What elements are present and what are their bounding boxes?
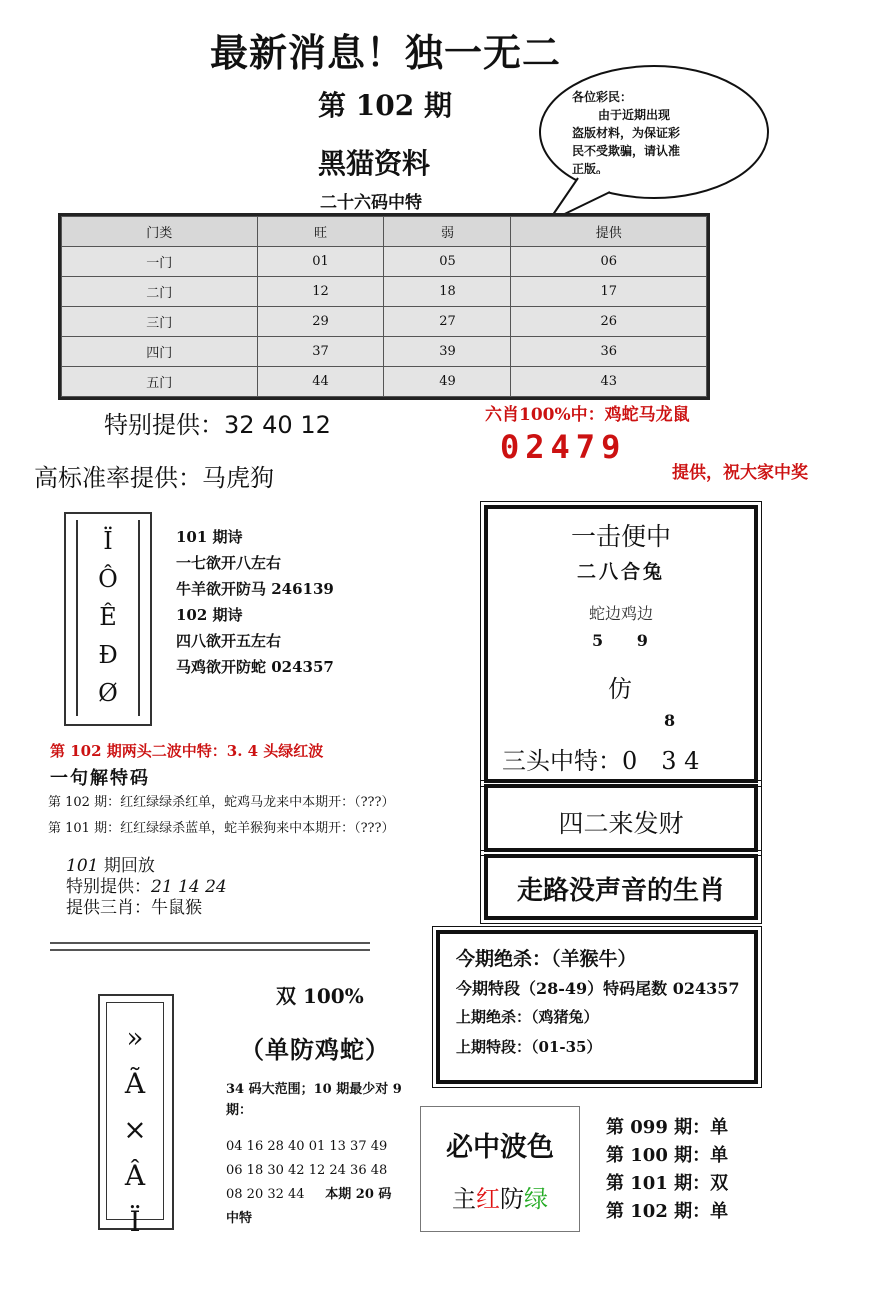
table-cell: 18 bbox=[384, 277, 511, 307]
double-label: 双 100% bbox=[276, 984, 364, 1008]
number-row: 08 20 32 44 bbox=[226, 1187, 305, 1202]
column-header: 门类 bbox=[62, 217, 258, 247]
gate-table bbox=[58, 213, 710, 400]
number-note: 本期 20 码 bbox=[325, 1187, 392, 1202]
one-phrase-title: 一句解特码 bbox=[50, 768, 150, 789]
review-special-label: 特别提供： bbox=[66, 877, 151, 897]
table-cell: 二门 bbox=[62, 277, 258, 307]
subtitle: 二十六码中特 bbox=[320, 193, 422, 213]
notice-line: 民不受欺骗，请认准 bbox=[572, 144, 681, 158]
decorative-panel bbox=[64, 512, 152, 726]
review-special-nums: 21 14 24 bbox=[151, 877, 227, 897]
deco-glyph: Ø bbox=[98, 679, 118, 707]
wish-text: 提供，祝大家中奖 bbox=[672, 463, 808, 483]
phrase-101: 第 101 期：红红绿绿杀蓝单，蛇羊猴狗来中本期开：（???） bbox=[48, 821, 395, 836]
table-row bbox=[62, 247, 707, 277]
one-hit-box bbox=[484, 505, 758, 783]
notice-line: 各位彩民： bbox=[572, 90, 633, 104]
poem-line: 马鸡欲开防蛇 024357 bbox=[176, 658, 334, 676]
list-item: 第 102 期：单 bbox=[606, 1201, 729, 1222]
table-cell: 26 bbox=[511, 307, 707, 337]
poem-title: 101 期诗 bbox=[176, 528, 243, 546]
table-row bbox=[62, 337, 707, 367]
table-cell: 06 bbox=[511, 247, 707, 277]
box-hint: 蛇边鸡边 bbox=[588, 604, 653, 623]
number-list bbox=[226, 1135, 391, 1231]
notice-line: 由于近期出现 bbox=[598, 108, 671, 122]
table-row bbox=[62, 307, 707, 337]
table-cell: 37 bbox=[257, 337, 384, 367]
phrase-102: 第 102 期：红红绿绿杀红单，蛇鸡马龙来中本期开：（???） bbox=[48, 795, 395, 810]
table-cell: 27 bbox=[384, 307, 511, 337]
deco-glyph: Ð bbox=[98, 641, 118, 669]
deco-glyph: Ô bbox=[98, 565, 118, 593]
green-label: 绿 bbox=[524, 1185, 548, 1213]
headline: 最新消息！独一无二 bbox=[210, 30, 562, 75]
notice-line: 盗版材料，为保证彩 bbox=[572, 126, 681, 140]
column-header: 弱 bbox=[384, 217, 511, 247]
review-title: 期回放 bbox=[98, 856, 155, 876]
range-label: 34 码大范围；10 期最少对 9 期： bbox=[226, 1082, 402, 1118]
deco-glyph: Ã bbox=[124, 1067, 146, 1100]
column-header: 旺 bbox=[257, 217, 384, 247]
kill-box bbox=[436, 930, 758, 1084]
six-zodiac: 六肖100%中：鸡蛇马龙鼠 bbox=[485, 405, 690, 425]
box-title: 一击便中 bbox=[570, 522, 671, 551]
segment-previous: 上期特段：（01-35） bbox=[456, 1038, 602, 1056]
table-row bbox=[62, 367, 707, 397]
table-cell: 39 bbox=[384, 337, 511, 367]
list-item: 第 099 期：单 bbox=[606, 1117, 729, 1138]
table-cell: 01 bbox=[257, 247, 384, 277]
table-cell: 五门 bbox=[62, 367, 258, 397]
wave-color-title: 必中波色 bbox=[446, 1132, 554, 1163]
table-cell: 29 bbox=[257, 307, 384, 337]
deco-glyph: Ï bbox=[103, 527, 113, 555]
review-101 bbox=[66, 856, 227, 919]
wave-prediction: 第 102 期两头二波中特：3. 4 头绿红波 bbox=[50, 742, 324, 760]
column-header: 提供 bbox=[511, 217, 707, 247]
number-row: 06 18 30 42 12 24 36 48 bbox=[226, 1163, 388, 1178]
table-cell: 一门 bbox=[62, 247, 258, 277]
box-number: 8 bbox=[664, 711, 676, 730]
box-numbers: 5 9 bbox=[592, 631, 648, 650]
table-cell: 49 bbox=[384, 367, 511, 397]
big-number: 02479 bbox=[500, 428, 627, 466]
poems bbox=[176, 524, 334, 680]
red-label: 红 bbox=[476, 1185, 500, 1213]
box-subtitle: 二八合兔 bbox=[576, 561, 665, 583]
review-three-zodiac: 提供三肖：牛鼠猴 bbox=[66, 898, 202, 918]
source-title: 黑猫资料 bbox=[318, 147, 431, 180]
deco-glyph: » bbox=[126, 1021, 144, 1054]
guard-label: （单防鸡蛇） bbox=[240, 1035, 390, 1064]
special-offer: 特别提供：32 40 12 bbox=[104, 411, 331, 439]
table-cell: 36 bbox=[511, 337, 707, 367]
number-row: 04 16 28 40 01 13 37 49 bbox=[226, 1139, 388, 1154]
decorative-panel bbox=[98, 994, 174, 1238]
table-cell: 44 bbox=[257, 367, 384, 397]
fortune-text: 四二来发财 bbox=[558, 809, 684, 838]
review-issue: 101 bbox=[66, 856, 99, 876]
segment-current: 今期特段（28-49）特码尾数 024357 bbox=[456, 979, 740, 998]
table-row bbox=[62, 277, 707, 307]
divider bbox=[50, 942, 370, 951]
poem-title: 102 期诗 bbox=[176, 606, 243, 624]
three-heads: 三头中特：0 3 4 bbox=[502, 747, 700, 775]
deco-glyph: Ï bbox=[129, 1205, 141, 1238]
notice-text bbox=[572, 88, 732, 174]
kill-previous: 上期绝杀：（鸡猪兔） bbox=[456, 1008, 599, 1026]
number-note: 中特 bbox=[226, 1211, 253, 1226]
table-cell: 四门 bbox=[62, 337, 258, 367]
table-cell: 17 bbox=[511, 277, 707, 307]
deco-glyph: × bbox=[123, 1113, 147, 1146]
box-char: 仿 bbox=[608, 675, 632, 703]
high-accuracy: 高标准率提供：马虎狗 bbox=[34, 464, 274, 492]
history-list bbox=[606, 1114, 728, 1226]
silent-zodiac-text: 走路没声音的生肖 bbox=[516, 876, 725, 906]
poem-line: 牛羊欲开防马 246139 bbox=[176, 580, 334, 598]
table-cell: 12 bbox=[257, 277, 384, 307]
fortune-box bbox=[484, 784, 758, 852]
list-item: 第 101 期：双 bbox=[606, 1173, 729, 1194]
table-cell: 三门 bbox=[62, 307, 258, 337]
table-cell: 05 bbox=[384, 247, 511, 277]
poem-line: 一七欲开八左右 bbox=[176, 554, 282, 572]
wave-color-box bbox=[420, 1106, 580, 1232]
deco-glyph: Â bbox=[124, 1159, 146, 1192]
table-cell: 43 bbox=[511, 367, 707, 397]
silent-zodiac-box bbox=[484, 854, 758, 920]
deco-glyph: Ê bbox=[99, 603, 117, 631]
table-header-row bbox=[62, 217, 707, 247]
poem-line: 四八欲开五左右 bbox=[176, 632, 282, 650]
notice-line: 正版。 bbox=[572, 162, 609, 174]
list-item: 第 100 期：单 bbox=[606, 1145, 729, 1166]
wave-color-main: 主红防绿 bbox=[452, 1185, 548, 1213]
issue-number: 第 102 期 bbox=[318, 89, 452, 122]
kill-current: 今期绝杀：（羊猴牛） bbox=[456, 948, 637, 970]
